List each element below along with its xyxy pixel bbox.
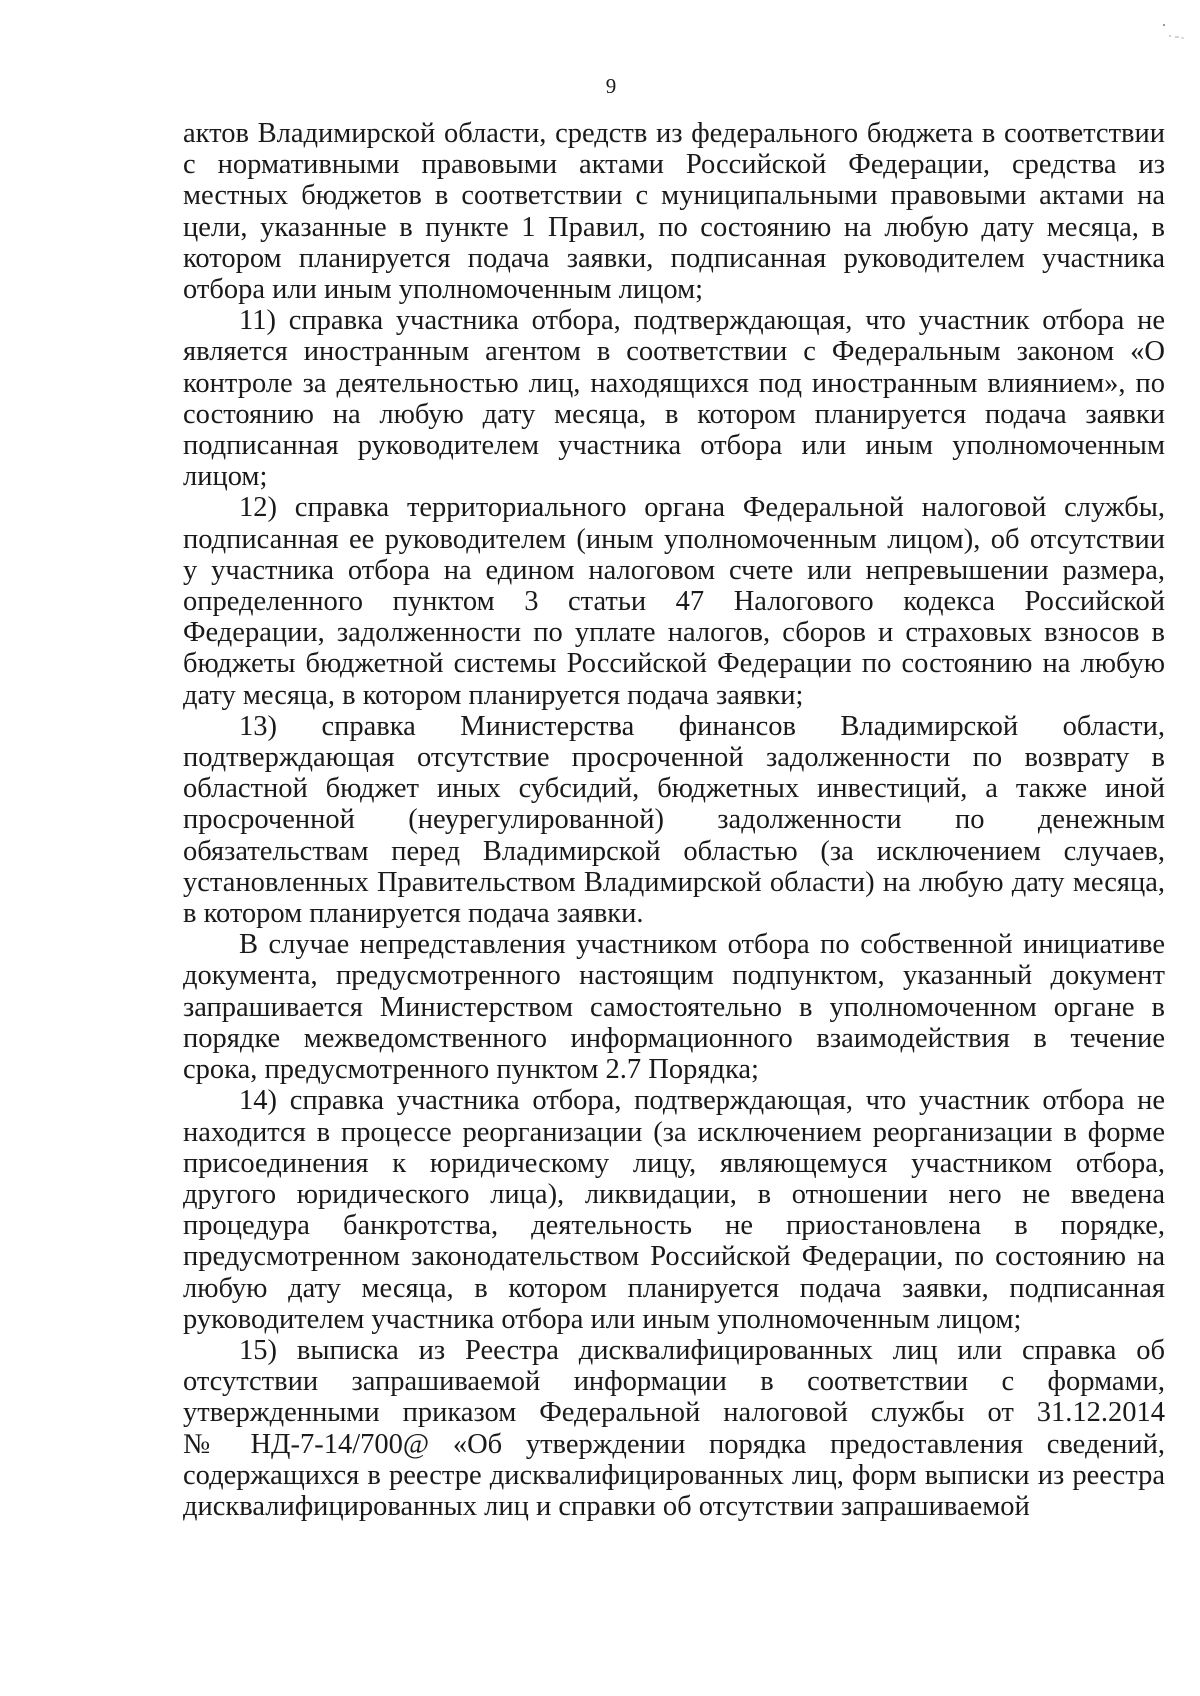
text-line: областной бюджет иных субсидий, бюджетных инвестиций, а также иной — [183, 773, 1165, 805]
text-line: подписанная ее руководителем (иным уполномоченным лицом), об отсутствии — [183, 523, 1165, 555]
paragraph-p0 — [183, 118, 1165, 305]
text-line: 13) справка Министерства финансов Владимирской области, — [239, 710, 1165, 742]
text-line: отбора или иным уполномоченным лицом; — [183, 274, 704, 306]
text-line: котором планируется подача заявки, подписанная руководителем участника — [183, 242, 1165, 274]
text-line: предусмотренном законодательством Российской Федерации, по состоянию на — [183, 1241, 1165, 1273]
paragraph-p14 — [183, 1085, 1165, 1335]
paragraph-p13 — [183, 711, 1165, 929]
text-line: установленных Правительством Владимирской области) на любую дату месяца, — [183, 866, 1165, 898]
text-line: подписанная руководителем участника отбора или иным уполномоченным — [183, 430, 1165, 462]
text-line: отсутствии запрашиваемой информации в соответствии с формами, — [183, 1366, 1165, 1398]
paragraph-p13b — [183, 929, 1165, 1085]
text-line: руководителем участника отбора или иным уполномоченным лицом; — [183, 1303, 1022, 1335]
text-line: утвержденными приказом Федеральной налоговой службы от 31.12.2014 — [183, 1397, 1165, 1429]
text-line: 12) справка территориального органа Федеральной налоговой службы, — [239, 492, 1165, 524]
text-line: запрашивается Министерством самостоятельно в уполномоченном органе в — [183, 991, 1165, 1023]
text-line: определенного пунктом 3 статьи 47 Налогового кодекса Российской — [183, 586, 1165, 618]
text-line: В случае непредставления участником отбора по собственной инициативе — [239, 929, 1165, 961]
text-line: с нормативными правовыми актами Российской Федерации, средства из — [183, 149, 1165, 181]
text-line: присоединения к юридическому лицу, являющемуся участником отбора, — [183, 1147, 1165, 1179]
text-line: лицом; — [183, 461, 268, 493]
text-line: 11) справка участника отбора, подтверждающая, что участник отбора не — [239, 305, 1165, 337]
text-line: Федерации, задолженности по уплате налогов, сборов и страховых взносов в — [183, 617, 1165, 649]
text-line: 14) справка участника отбора, подтверждающая, что участник отбора не — [239, 1085, 1165, 1117]
paragraph-p12 — [183, 492, 1165, 710]
text-line: актов Владимирской области, средств из федерального бюджета в соответствии — [183, 118, 1165, 149]
text-line: дату месяца, в котором планируется подача заявки; — [183, 679, 804, 711]
text-line: обязательствам перед Владимирской областью (за исключением случаев, — [183, 835, 1165, 867]
text-line: в котором планируется подача заявки. — [183, 898, 644, 930]
page-number: 9 — [605, 74, 617, 98]
document-body — [183, 118, 1165, 1522]
text-line: контроле за деятельностью лиц, находящихся под иностранным влиянием», по — [183, 367, 1165, 399]
text-line: № НД-7-14/700@ «Об утверждении порядка предоставления сведений, — [183, 1428, 1165, 1460]
text-line: бюджеты бюджетной системы Российской Федерации по состоянию на любую — [183, 648, 1165, 680]
text-line: любую дату месяца, в котором планируется подача заявки, подписанная — [183, 1272, 1165, 1304]
text-line: процедура банкротства, деятельность не приостановлена в порядке, — [183, 1210, 1165, 1242]
text-line: дисквалифицированных лиц и справки об отсутствии запрашиваемой — [183, 1490, 1030, 1522]
paragraph-p11 — [183, 305, 1165, 492]
text-line: является иностранным агентом в соответствии с Федеральным законом «О — [183, 336, 1165, 368]
text-line: цели, указанные в пункте 1 Правил, по состоянию на любую дату месяца, в — [183, 211, 1165, 243]
text-line: порядке межведомственного информационного взаимодействия в течение — [183, 1022, 1165, 1054]
text-line: содержащихся в реестре дисквалифицированных лиц, форм выписки из реестра — [183, 1459, 1165, 1491]
paragraph-p15 — [183, 1335, 1165, 1522]
text-line: находится в процессе реорганизации (за исключением реорганизации в форме — [183, 1116, 1165, 1148]
text-line: у участника отбора на едином налоговом счете или непревышении размера, — [183, 554, 1165, 586]
text-line: документа, предусмотренного настоящим подпунктом, указанный документ — [183, 960, 1165, 992]
text-line: подтверждающая отсутствие просроченной задолженности по возврату в — [183, 742, 1165, 774]
text-line: просроченной (неурегулированной) задолженности по денежным — [183, 804, 1165, 836]
text-line: 15) выписка из Реестра дисквалифицированных лиц или справка об — [239, 1334, 1165, 1366]
text-line: местных бюджетов в соответствии с муниципальными правовыми актами на — [183, 180, 1165, 212]
text-line: состоянию на любую дату месяца, в котором планируется подача заявки — [183, 398, 1165, 430]
text-line: срока, предусмотренного пунктом 2.7 Порядка; — [183, 1054, 759, 1086]
scan-artifact — [1148, 22, 1188, 42]
text-line: другого юридического лица), ликвидации, в отношении него не введена — [183, 1178, 1165, 1210]
